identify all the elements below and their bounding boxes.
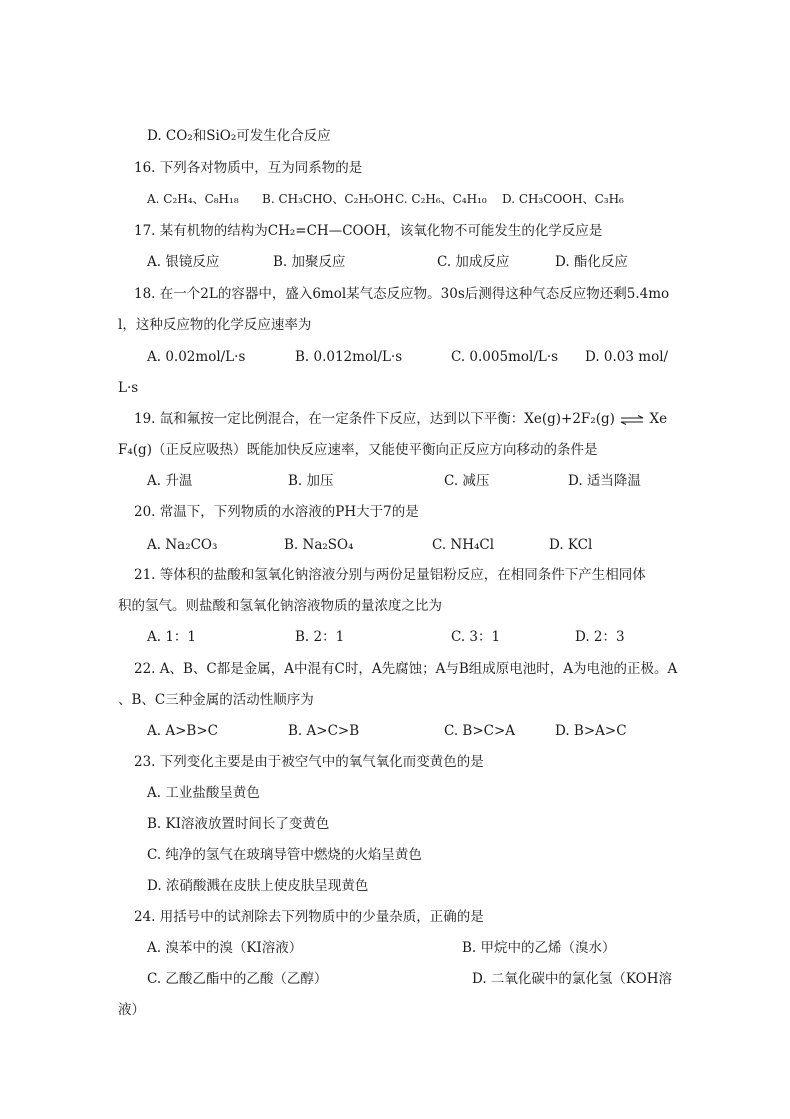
q15-option-d: D. CO₂和SiO₂可发生化合反应 bbox=[147, 128, 331, 144]
q16-stem: 16. 下列各对物质中，互为同系物的是 bbox=[134, 160, 363, 176]
q19-stem-xe: Xe bbox=[649, 411, 668, 427]
q18-option-a: A. 0.02mol/L·s bbox=[147, 349, 246, 365]
q21-option-d: D. 2：3 bbox=[575, 629, 625, 645]
q22-stem-line2: 、B、C三种金属的活动性顺序为 bbox=[118, 692, 314, 708]
q18-option-d-cont: L·s bbox=[118, 380, 139, 396]
q20-option-b: B. Na₂SO₄ bbox=[284, 537, 354, 553]
q16-option-a: A. C₂H₄、C₈H₁₈ bbox=[147, 192, 239, 206]
q21-option-c: C. 3：1 bbox=[451, 629, 501, 645]
q23-stem: 23. 下列变化主要是由于被空气中的氧气氧化而变黄色的是 bbox=[134, 754, 484, 770]
q21-option-b: B. 2：1 bbox=[295, 629, 345, 645]
q22-option-c: C. B>C>A bbox=[444, 723, 516, 739]
q20-option-d: D. KCl bbox=[549, 537, 593, 553]
q19-stem-line1 bbox=[134, 409, 667, 429]
q19-option-d: D. 适当降温 bbox=[568, 473, 641, 489]
q18-stem-line1: 18. 在一个2L的容器中，盛入6mol某气态反应物。30s后测得这种气态反应物还剩5.4mo bbox=[134, 286, 670, 302]
q21-option-a: A. 1：1 bbox=[147, 629, 197, 645]
q24-option-d: D. 二氧化碳中的氯化氢（KOH溶 bbox=[472, 971, 672, 987]
q20-stem: 20. 常温下，下列物质的水溶液的PH大于7的是 bbox=[134, 504, 419, 520]
q20-option-a: A. Na₂CO₃ bbox=[147, 537, 218, 553]
q21-stem-line2: 积的氢气。则盐酸和氢氧化钠溶液物质的量浓度之比为 bbox=[118, 598, 442, 614]
q18-option-c: C. 0.005mol/L·s bbox=[451, 349, 559, 365]
q17-option-c: C. 加成反应 bbox=[437, 254, 510, 270]
q24-option-a: A. 溴苯中的溴（KI溶液） bbox=[147, 940, 303, 956]
q22-option-a: A. A>B>C bbox=[147, 723, 218, 739]
q18-option-d: D. 0.03 mol/ bbox=[585, 349, 669, 365]
q22-option-d: D. B>A>C bbox=[555, 723, 627, 739]
q24-option-d-cont: 液） bbox=[118, 1002, 145, 1018]
equilibrium-arrow-icon bbox=[619, 415, 645, 425]
q23-option-d: D. 浓硝酸溅在皮肤上使皮肤呈现黄色 bbox=[147, 878, 369, 894]
q21-stem-line1: 21. 等体积的盐酸和氢氧化钠溶液分别与两份足量铝粉反应，在相同条件下产生相同体 bbox=[134, 567, 646, 583]
q22-option-b: B. A>C>B bbox=[288, 723, 360, 739]
q17-stem: 17. 某有机物的结构为CH₂=CH—COOH，该氧化物不可能发生的化学反应是 bbox=[134, 223, 603, 239]
q23-option-c: C. 纯净的氢气在玻璃导管中燃烧的火焰呈黄色 bbox=[147, 847, 422, 863]
q23-option-a: A. 工业盐酸呈黄色 bbox=[147, 785, 260, 801]
q16-option-d: D. CH₃COOH、C₃H₆ bbox=[502, 192, 624, 206]
q16-option-b: B. CH₃CHO、C₂H₅OH bbox=[262, 192, 394, 206]
q19-stem-text: 19. 氙和氟按一定比例混合，在一定条件下反应，达到以下平衡：Xe(g)+2F₂(g) bbox=[134, 411, 615, 427]
q16-option-c: C. C₂H₆、C₄H₁₀ bbox=[395, 192, 487, 206]
q19-option-c: C. 减压 bbox=[444, 473, 490, 489]
q24-stem: 24. 用括号中的试剂除去下列物质中的少量杂质，正确的是 bbox=[134, 909, 484, 925]
q18-stem-line2: l，这种反应物的化学反应速率为 bbox=[118, 317, 312, 333]
q18-option-b: B. 0.012mol/L·s bbox=[295, 349, 403, 365]
q22-stem-line1: 22. A、B、C都是金属，A中混有C时，A先腐蚀；A与B组成原电池时，A为电池的正极。A bbox=[134, 661, 678, 677]
q24-option-b: B. 甲烷中的乙烯（溴水） bbox=[462, 940, 616, 956]
q19-option-a: A. 升温 bbox=[147, 473, 193, 489]
q20-option-c: C. NH₄Cl bbox=[432, 537, 495, 553]
q19-stem-line2: F₄(g)（正反应吸热）既能加快反应速率，又能使平衡向正反应方向移动的条件是 bbox=[118, 442, 598, 458]
q19-option-b: B. 加压 bbox=[288, 473, 334, 489]
q17-option-d: D. 酯化反应 bbox=[555, 254, 628, 270]
q17-option-b: B. 加聚反应 bbox=[273, 254, 346, 270]
q23-option-b: B. KI溶液放置时间长了变黄色 bbox=[147, 816, 330, 832]
q24-option-c: C. 乙酸乙酯中的乙酸（乙醇） bbox=[147, 971, 328, 987]
q17-option-a: A. 银镜反应 bbox=[147, 254, 220, 270]
